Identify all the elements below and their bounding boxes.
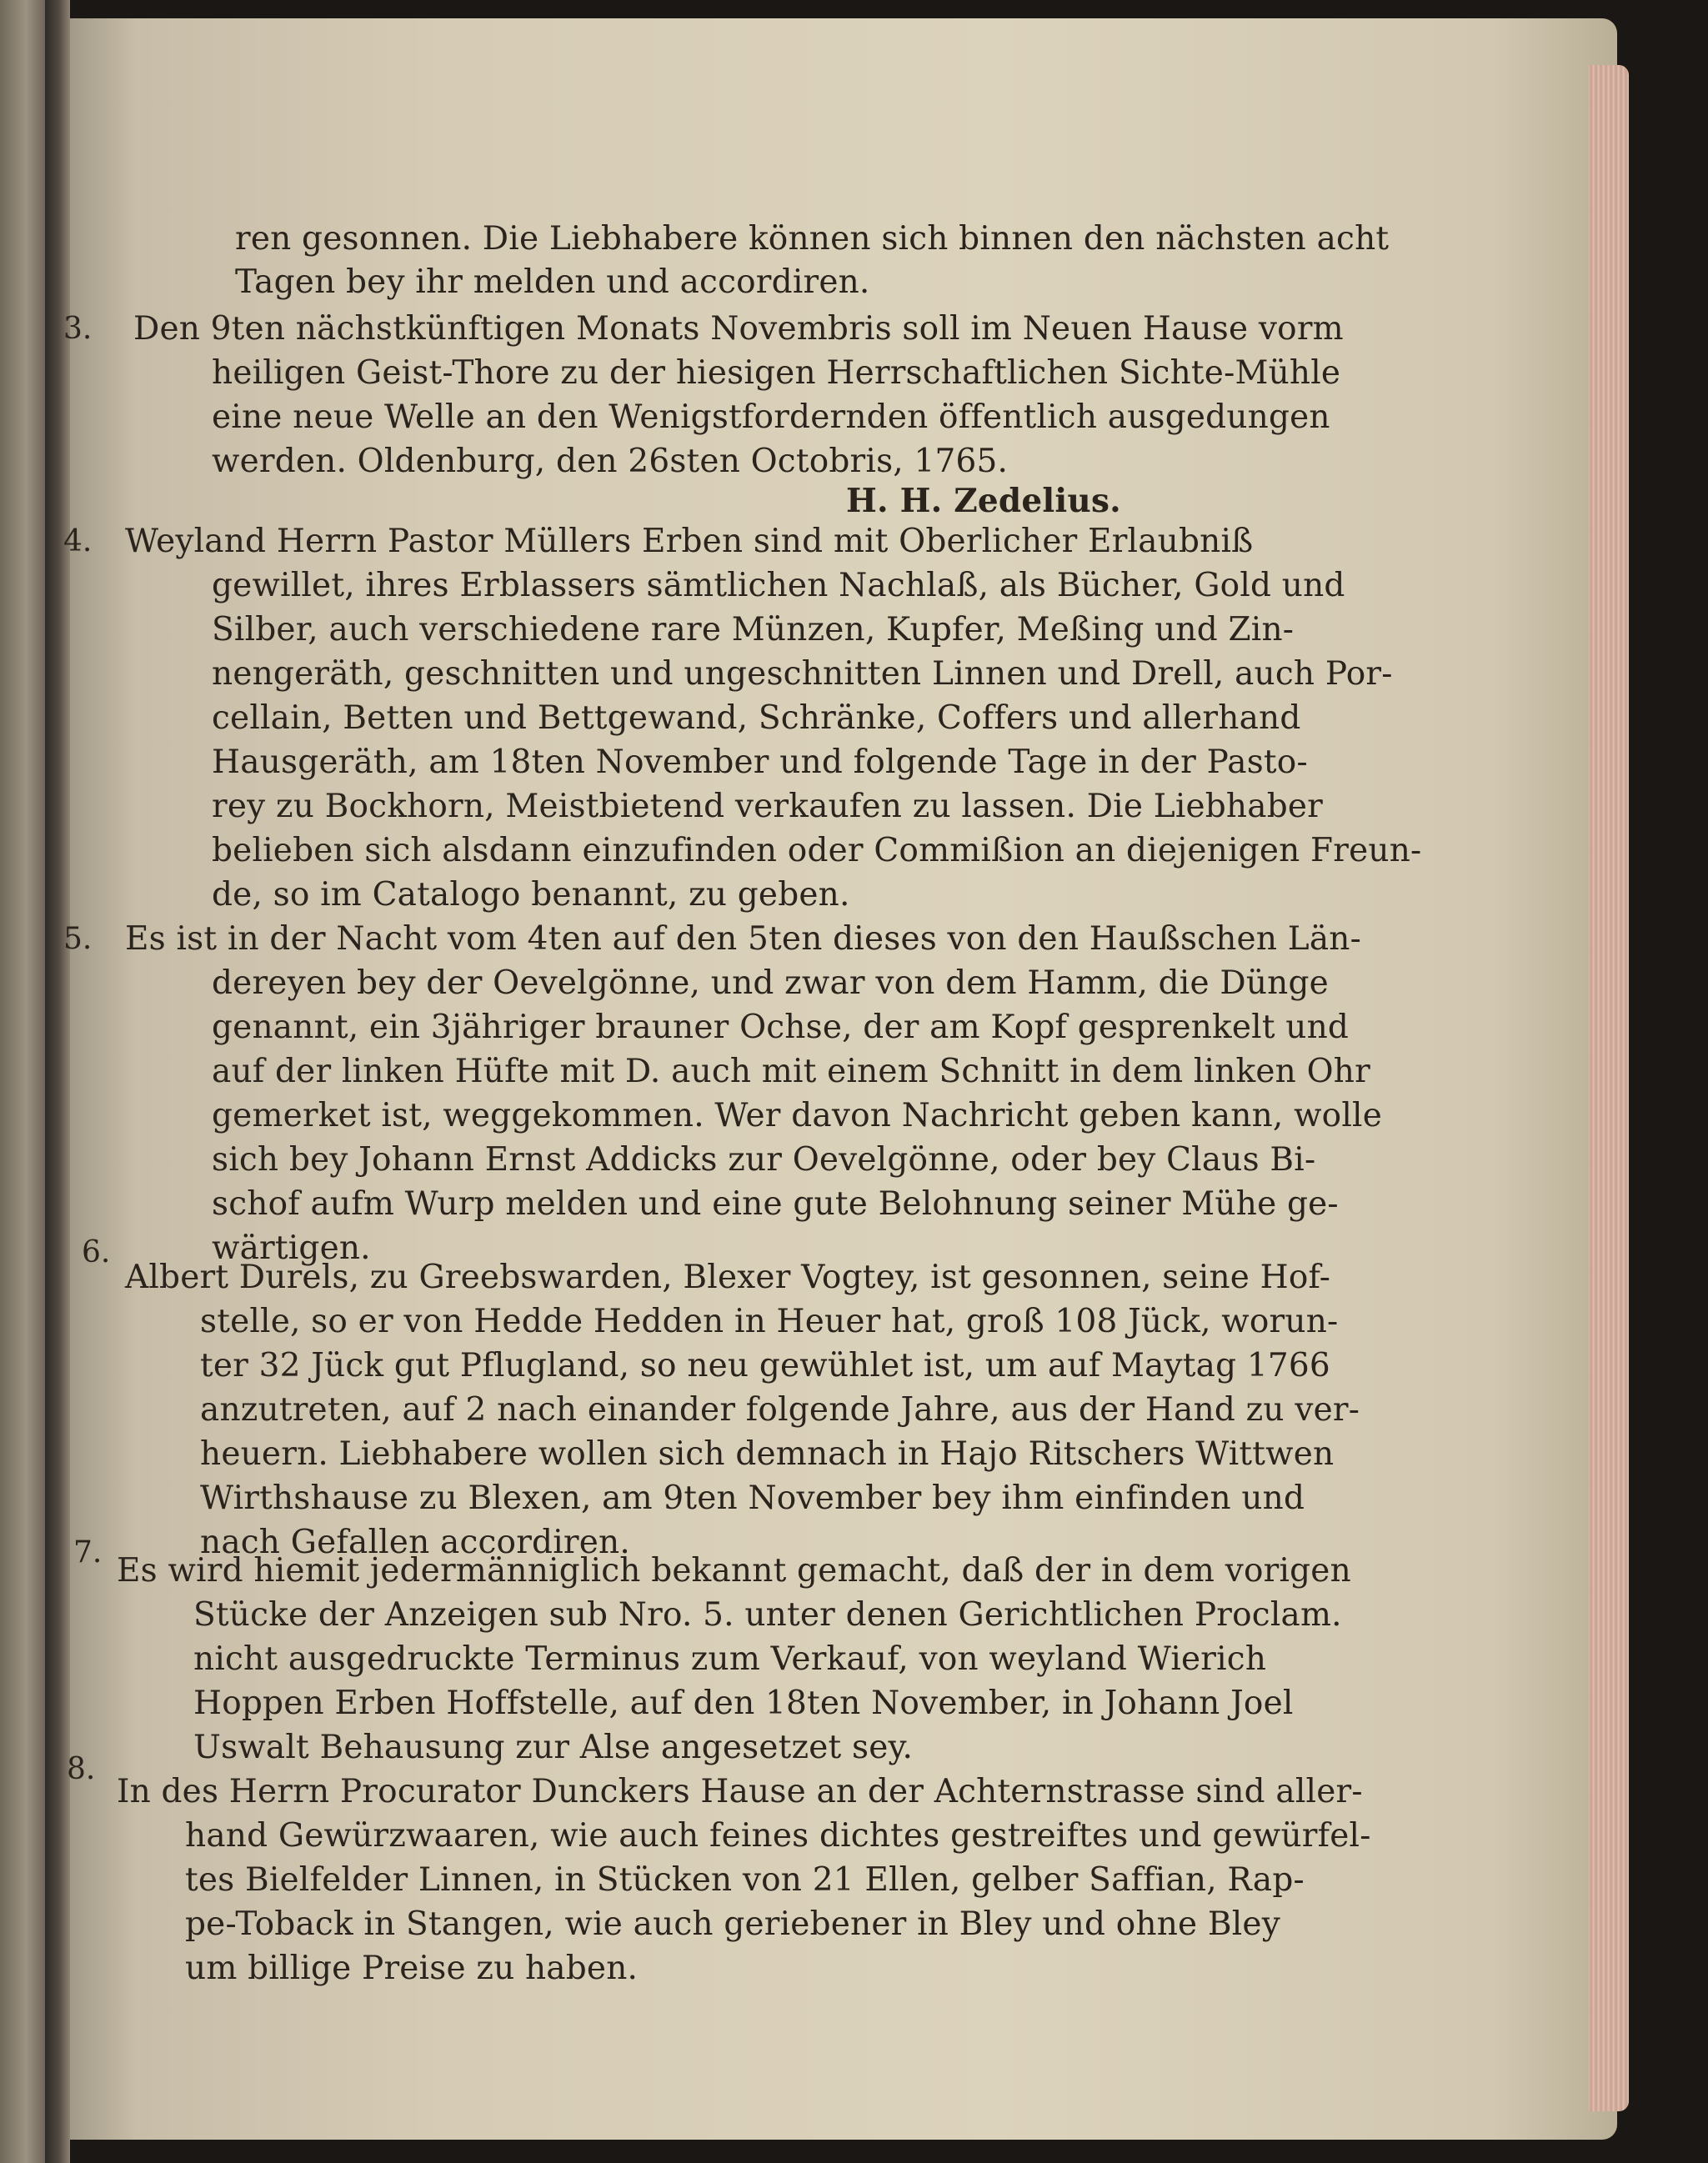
text-line: pe-Toback in Stangen, wie auch geriebener in Bley und ohne Bley <box>185 1905 1280 1943</box>
text-line: schof aufm Wurp melden und eine gute Belohnung seiner Mühe ge- <box>212 1185 1339 1223</box>
text-line: auf der linken Hüfte mit D. auch mit einem Schnitt in dem linken Ohr <box>212 1053 1370 1090</box>
text-line: Silber, auch verschiedene rare Münzen, Kupfer, Meßing und Zin- <box>212 611 1295 648</box>
text-line: dereyen bey der Oevelgönne, und zwar von dem Hamm, die Dünge <box>212 964 1329 1002</box>
text-line: cellain, Betten und Bettgewand, Schränke, Coffers und allerhand <box>212 699 1301 737</box>
text-line: stelle, so er von Hedde Hedden in Heuer hat, groß 108 Jück, worun- <box>200 1303 1339 1340</box>
notice-number: 3. <box>63 312 93 346</box>
text-line: Albert Durels, zu Greebswarden, Blexer Vogtey, ist gesonnen, seine Hof- <box>125 1259 1331 1296</box>
text-line: tes Bielfelder Linnen, in Stücken von 21 Ellen, gelber Saffian, Rap- <box>185 1861 1305 1899</box>
text-line: Es wird hiemit jedermänniglich bekannt gemacht, daß der in dem vorigen <box>117 1552 1351 1590</box>
text-line: sich bey Johann Ernst Addicks zur Oevelgönne, oder bey Claus Bi- <box>212 1141 1316 1179</box>
text-line: anzutreten, auf 2 nach einander folgende Jahre, aus der Hand zu ver- <box>200 1391 1360 1429</box>
text-line: de, so im Catalogo benannt, zu geben. <box>212 876 850 914</box>
notice-number: 6. <box>82 1235 111 1269</box>
text-line: ter 32 Jück gut Pflugland, so neu gewühlet ist, um auf Maytag 1766 <box>200 1347 1330 1384</box>
text-line: gewillet, ihres Erblassers sämtlichen Nachlaß, als Bücher, Gold und <box>212 567 1345 604</box>
text-line: nach Gefallen accordiren. <box>200 1524 630 1561</box>
text-line: Uswalt Behausung zur Alse angesetzet sey. <box>193 1729 914 1766</box>
text-line: werden. Oldenburg, den 26sten Octobris, 1765. <box>212 443 1009 480</box>
text-line: belieben sich alsdann einzufinden oder Commißion an diejenigen Freun- <box>212 832 1422 869</box>
signature: H. H. Zedelius. <box>846 482 1121 520</box>
text-line: ren gesonnen. Die Liebhabere können sich binnen den nächsten acht <box>235 220 1390 258</box>
notice-number: 8. <box>67 1752 96 1786</box>
text-line: Hoppen Erben Hoffstelle, auf den 18ten November, in Johann Joel <box>193 1685 1294 1722</box>
text-line: genannt, ein 3jähriger brauner Ochse, der am Kopf gesprenkelt und <box>212 1009 1350 1046</box>
text-line: Wirthshause zu Blexen, am 9ten November bey ihm einfinden und <box>200 1480 1305 1517</box>
text-line: Tagen bey ihr melden und accordiren. <box>235 263 870 301</box>
text-line: Den 9ten nächstkünftigen Monats Novembris soll im Neuen Hause vorm <box>133 310 1344 348</box>
notice-number: 7. <box>73 1535 103 1570</box>
text-line: heiligen Geist-Thore zu der hiesigen Herrschaftlichen Sichte-Mühle <box>212 354 1341 392</box>
text-line: wärtigen. <box>212 1229 371 1267</box>
text-line: hand Gewürzwaaren, wie auch feines dichtes gestreiftes und gewürfel- <box>185 1817 1371 1855</box>
text-line: heuern. Liebhabere wollen sich demnach in Hajo Ritschers Wittwen <box>200 1435 1335 1473</box>
text-line: eine neue Welle an den Wenigstfordernden öffentlich ausgedungen <box>212 398 1330 436</box>
text-line: In des Herrn Procurator Dunckers Hause an der Achternstrasse sind aller- <box>117 1773 1363 1810</box>
text-line: gemerket ist, weggekommen. Wer davon Nachricht geben kann, wolle <box>212 1097 1382 1134</box>
text-line: um billige Preise zu haben. <box>185 1950 639 1987</box>
text-line: Stücke der Anzeigen sub Nro. 5. unter denen Gerichtlichen Proclam. <box>193 1596 1342 1634</box>
text-line: rey zu Bockhorn, Meistbietend verkaufen zu lassen. Die Liebhaber <box>212 788 1323 825</box>
text-line: nengeräth, geschnitten und ungeschnitten Linnen und Drell, auch Por- <box>212 655 1393 693</box>
text-line: Es ist in der Nacht vom 4ten auf den 5ten dieses von den Haußschen Län- <box>125 920 1361 958</box>
text-line: Weyland Herrn Pastor Müllers Erben sind mit Oberlicher Erlaubniß <box>125 523 1254 560</box>
text-line: Hausgeräth, am 18ten November und folgende Tage in der Pasto- <box>212 744 1308 781</box>
notice-number: 4. <box>63 524 93 558</box>
notice-number: 5. <box>63 922 93 956</box>
text-line: nicht ausgedruckte Terminus zum Verkauf, von weyland Wierich <box>193 1640 1267 1678</box>
